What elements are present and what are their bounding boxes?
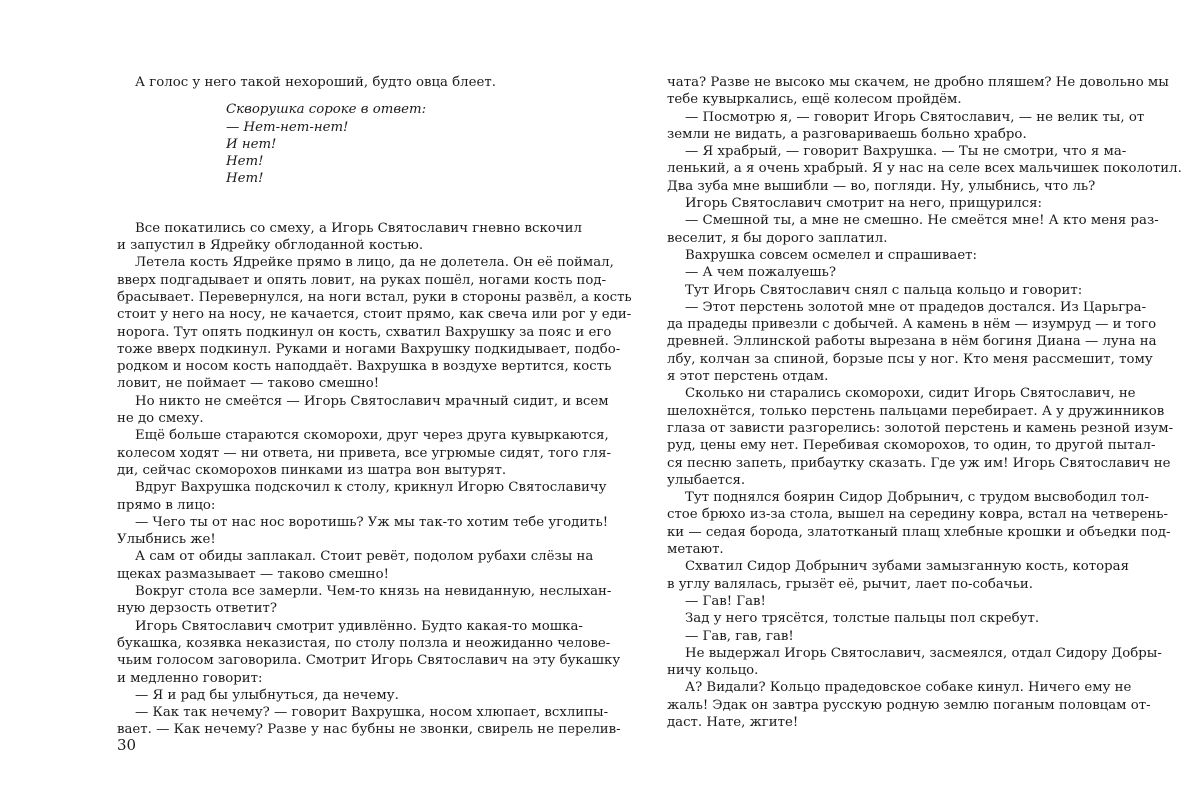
text-line: — А чем пожалуешь? xyxy=(685,265,836,281)
text-line: Вдруг Вахрушка подскочил к столу, крикнул Игорю Святославичу xyxy=(135,480,607,496)
text-line: жаль! Эдак он завтра русскую родную землю поганым половцам от- xyxy=(667,697,1151,713)
text-line: А сам от обиды заплакал. Стоит ревёт, подолом рубахи слёзы на xyxy=(135,549,594,565)
text-line: Вахрушка совсем осмелел и спрашивает: xyxy=(685,247,978,263)
text-line: Но никто не смеётся — Игорь Святославич мрачный сидит, и всем xyxy=(135,393,609,409)
text-line: вает. — Как нечему? Разве у нас бубны не звонки, свирель не перелив- xyxy=(117,722,621,738)
text-line: я этот перстень отдам. xyxy=(667,369,829,385)
text-line: чьим голосом заговорила. Смотрит Игорь Святославич на эту букашку xyxy=(117,653,621,669)
text-line: Летела кость Ядрейке прямо в лицо, да не долетела. Он её поймал, xyxy=(135,255,614,271)
text-line: Зад у него трясётся, толстые пальцы пол скребут. xyxy=(685,611,1040,627)
text-line: Все покатились со смеху, а Игорь Святославич гневно вскочил xyxy=(135,220,582,236)
text-line: — Чего ты от нас нос воротишь? Уж мы так-то хотим тебе угодить! xyxy=(135,514,609,530)
verse-block xyxy=(117,101,531,187)
text-line: щеках размазывает — таково смешно! xyxy=(117,566,389,582)
text-line: Вокруг стола все замерли. Чем-то князь на невиданную, неслыхан- xyxy=(135,584,612,600)
text-line: тоже вверх подкинул. Руками и ногами Вахрушку подкидывает, подбо- xyxy=(117,341,621,357)
text-line: колесом ходят — ни ответа, ни привета, все угрюмые сидят, того гля- xyxy=(117,445,612,461)
text-line: ную дерзость ответит? xyxy=(117,601,278,617)
right-text-column xyxy=(667,74,1182,731)
text-line: да прадеды привезли с добычей. А камень в нём — изумруд — и того xyxy=(667,317,1157,333)
text-line: Схватил Сидор Добрынич зубами замызганную кость, которая xyxy=(685,559,1129,575)
text-line: ся песню запеть, прибаутку сказать. Где уж им! Игорь Святославич не xyxy=(667,455,1171,471)
text-line: глаза от зависти разгорелись: золотой перстень и камень резной изум- xyxy=(667,420,1174,436)
text-line: А? Видали? Кольцо прадедовское собаке кинул. Ничего ему не xyxy=(685,680,1132,696)
text-line: родком и носом кость наподдаёт. Вахрушка в воздухе вертится, кость xyxy=(117,359,612,375)
text-line: Два зуба мне вышибли — во, погляди. Ну, улыбнись, что ль? xyxy=(667,178,1096,194)
text-line: тебе кувыркались, ещё колесом пройдём. xyxy=(667,92,962,108)
text-line: — Посмотрю я, — говорит Игорь Святославич, — не велик ты, от xyxy=(685,109,1145,125)
text-line: — Этот перстень золотой мне от прадедов достался. Из Царьгра- xyxy=(685,299,1147,315)
text-line: А голос у него такой нехороший, будто овца блеет. xyxy=(135,75,496,90)
text-line: ди, сейчас скоморохов пинками из шатра вон вытурят. xyxy=(117,462,507,478)
text-line: ловит, не поймает — таково смешно! xyxy=(117,376,380,392)
text-line: шелохнётся, только перстень пальцами перебирает. А у дружинников xyxy=(667,403,1165,419)
text-line: и медленно говорит: xyxy=(117,670,263,686)
text-line: Сколько ни старались скоморохи, сидит Игорь Святославич, не xyxy=(685,386,1136,402)
text-line: не до смеху. xyxy=(117,411,204,427)
text-line: вверх подгадывает и опять ловит, на руках пошёл, ногами кость под- xyxy=(117,272,607,288)
text-line: в углу валялась, грызёт её, рычит, лает по-собачьи. xyxy=(667,576,1033,592)
verse-line: Нет! xyxy=(226,154,264,170)
text-line: — Я и рад бы улыбнуться, да нечему. xyxy=(135,687,399,703)
text-line: — Гав! Гав! xyxy=(685,593,766,609)
text-line: Не выдержал Игорь Святославич, засмеялся, отдал Сидору Добры- xyxy=(685,645,1162,661)
text-line: лбу, колчан за спиной, борзые псы у ног. Кто меня рассмешит, тому xyxy=(667,351,1153,367)
text-line: земли не видать, а разговариваешь больно храбро. xyxy=(667,126,1027,142)
text-line: — Гав, гав, гав! xyxy=(685,628,794,644)
text-line: ничу кольцо. xyxy=(667,663,759,679)
text-line: ки — седая борода, златотканый плащ хлебные крошки и объедки под- xyxy=(667,524,1171,540)
text-line: прямо в лицо: xyxy=(117,497,216,513)
text-line: Игорь Святославич смотрит на него, прищурился: xyxy=(685,196,1042,212)
text-line: Улыбнись же! xyxy=(117,532,216,548)
text-line: веселит, я бы дорого заплатил. xyxy=(667,230,888,246)
text-line: даст. Нате, жгите! xyxy=(667,714,799,730)
text-line: ленький, а я очень храбрый. Я у нас на селе всех мальчишек поколотил. xyxy=(667,161,1182,177)
text-line: — Как так нечему? — говорит Вахрушка, носом хлюпает, всхлипы- xyxy=(135,705,609,721)
text-line: брасывает. Перевернулся, на ноги встал, руки в стороны развёл, а кость xyxy=(117,289,632,305)
text-line: — Я храбрый, — говорит Вахрушка. — Ты не смотри, что я ма- xyxy=(685,144,1127,160)
text-line: руд, цены ему нет. Перебивая скоморохов, то один, то другой пытал- xyxy=(667,438,1156,454)
text-line: Тут поднялся боярин Сидор Добрынич, с трудом высвободил тол- xyxy=(685,490,1149,506)
left-text-column xyxy=(117,74,632,739)
text-line: древней. Эллинской работы вырезана в нём богиня Диана — луна на xyxy=(667,334,1157,350)
text-line: Ещё больше стараются скоморохи, друг через друга кувыркаются, xyxy=(135,428,609,444)
verse-line: И нет! xyxy=(226,136,277,152)
text-line: стое брюхо из-за стола, вышел на середину ковра, встал на четверень- xyxy=(667,507,1168,523)
verse-line: Скворушка сороке в ответ: xyxy=(226,102,427,118)
text-line: метают. xyxy=(667,542,724,558)
text-line: Игорь Святославич смотрит удивлённо. Будто какая-то мошка- xyxy=(135,618,583,634)
verse-line: — Нет-нет-нет! xyxy=(226,119,349,135)
page-number: 30 xyxy=(117,736,137,754)
text-line: и запустил в Ядрейку обглоданной костью. xyxy=(117,238,424,254)
text-line: стоит у него на носу, не качается, стоит прямо, как свеча или рог у еди- xyxy=(117,307,632,323)
text-line: улыбается. xyxy=(667,472,746,488)
text-line: — Смешной ты, а мне не смешно. Не смеётся мне! А кто меня раз- xyxy=(685,213,1159,229)
text-line: Тут Игорь Святославич снял с пальца кольцо и говорит: xyxy=(685,282,1083,298)
verse-line: Нет! xyxy=(226,171,264,187)
text-line: чата? Разве не высоко мы скачем, не дробно пляшем? Не довольно мы xyxy=(667,75,1169,90)
text-line: букашка, козявка неказистая, по столу ползла и неожиданно челове- xyxy=(117,635,611,651)
right-page xyxy=(600,0,1200,812)
text-line: норога. Тут опять подкинул он кость, схватил Вахрушку за пояс и его xyxy=(117,324,612,340)
